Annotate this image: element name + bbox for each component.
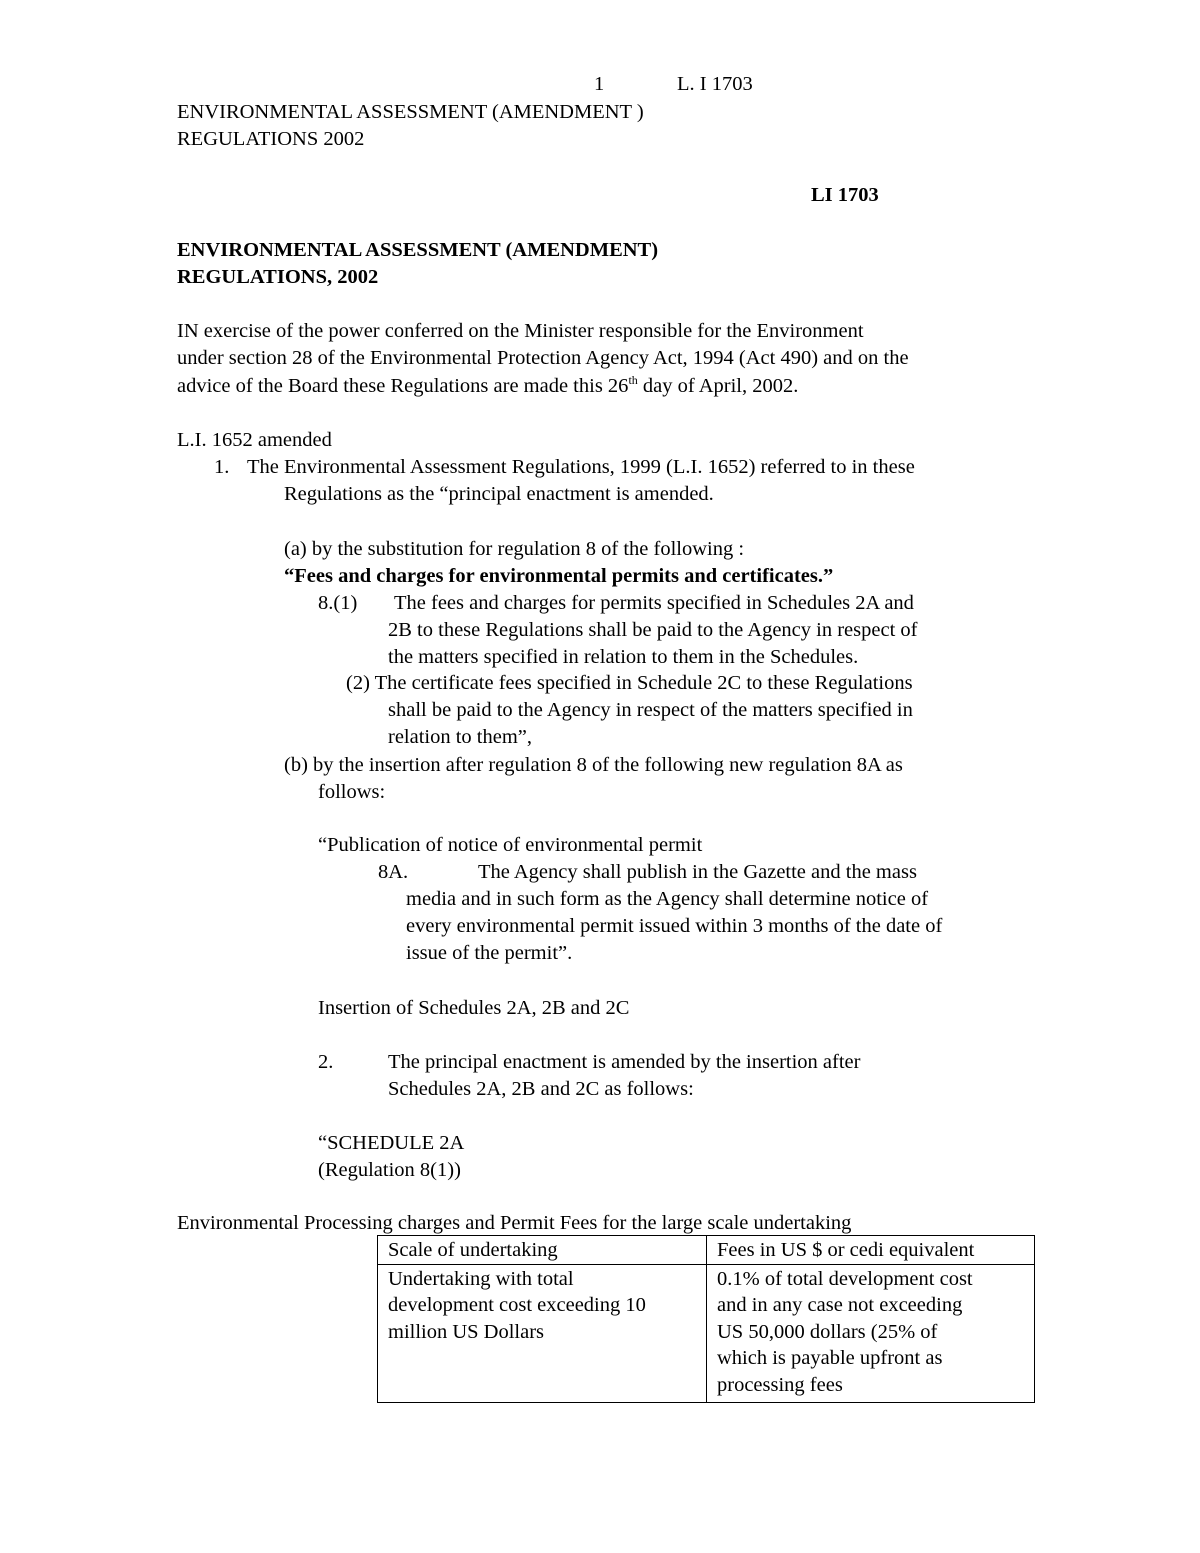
li-number: LI 1703 bbox=[811, 184, 879, 206]
section-2-line-2: Schedules 2A, 2B and 2C as follows: bbox=[388, 1078, 694, 1100]
fees-table bbox=[377, 1235, 1035, 1403]
section-1-line-2: Regulations as the “principal enactment is amended. bbox=[284, 483, 714, 505]
schedule-title: “SCHEDULE 2A bbox=[318, 1132, 465, 1154]
preamble-ordinal-suffix: th bbox=[628, 373, 638, 387]
regulation-8a-line-1: The Agency shall publish in the Gazette and the mass bbox=[478, 861, 917, 883]
regulation-8-1-number: 8.(1) bbox=[318, 592, 358, 614]
paragraph-a: (a) by the substitution for regulation 8 of the following : bbox=[284, 538, 745, 560]
preamble-line-3-end: day of April, 2002. bbox=[637, 375, 799, 397]
section-1-number: 1. bbox=[214, 456, 230, 478]
preamble-line-3 bbox=[177, 373, 798, 399]
table-cell-fees: 0.1% of total development cost and in any case not exceeding US 50,000 dollars (25% of which is payable upfront as processing fees bbox=[707, 1264, 1035, 1402]
regulation-8a-number: 8A. bbox=[378, 861, 409, 883]
column-header-scale: Scale of undertaking bbox=[378, 1236, 707, 1265]
regulation-8a-line-3: every environmental permit issued within 3 months of the date of bbox=[406, 915, 943, 937]
regulation-8a-line-4: issue of the permit”. bbox=[406, 942, 573, 964]
preamble-line-2: under section 28 of the Environmental Protection Agency Act, 1994 (Act 490) and on the bbox=[177, 347, 909, 369]
section-2-number: 2. bbox=[318, 1051, 334, 1073]
preamble-line-1: IN exercise of the power conferred on the Minister responsible for the Environment bbox=[177, 320, 864, 342]
regulation-8-2-line-1: (2) The certificate fees specified in Schedule 2C to these Regulations bbox=[346, 672, 913, 694]
paragraph-b-line-2: follows: bbox=[318, 781, 386, 803]
header-title-line-1: ENVIRONMENTAL ASSESSMENT (AMENDMENT ) bbox=[177, 101, 644, 123]
column-header-fees: Fees in US $ or cedi equivalent bbox=[707, 1236, 1035, 1265]
regulation-8-1-line-2: 2B to these Regulations shall be paid to the Agency in respect of bbox=[388, 619, 918, 641]
main-title-line-2: REGULATIONS, 2002 bbox=[177, 266, 379, 288]
main-title-line-1: ENVIRONMENTAL ASSESSMENT (AMENDMENT) bbox=[177, 239, 659, 261]
header-reference: L. I 1703 bbox=[677, 73, 753, 95]
header-title-line-2: REGULATIONS 2002 bbox=[177, 128, 365, 150]
table-cell-scale: Undertaking with total development cost exceeding 10 million US Dollars bbox=[378, 1264, 707, 1402]
regulation-8-1-line-3: the matters specified in relation to them in the Schedules. bbox=[388, 646, 859, 668]
regulation-8-2-line-2: shall be paid to the Agency in respect of the matters specified in bbox=[388, 699, 913, 721]
paragraph-b-line-1: (b) by the insertion after regulation 8 of the following new regulation 8A as bbox=[284, 754, 903, 776]
schedule-regulation-reference: (Regulation 8(1)) bbox=[318, 1159, 461, 1181]
section-1-line-1: The Environmental Assessment Regulations, 1999 (L.I. 1652) referred to in these bbox=[247, 456, 915, 478]
page-number: 1 bbox=[594, 73, 605, 95]
regulation-8-1-line-1: The fees and charges for permits specified in Schedules 2A and bbox=[394, 592, 914, 614]
table-row bbox=[378, 1264, 1035, 1402]
regulation-8a-heading: “Publication of notice of environmental permit bbox=[318, 834, 703, 856]
section-2-line-1: The principal enactment is amended by the insertion after bbox=[388, 1051, 861, 1073]
regulation-8-2-line-3: relation to them”, bbox=[388, 726, 533, 748]
schedule-caption: Environmental Processing charges and Permit Fees for the large scale undertaking bbox=[177, 1212, 852, 1234]
table-header-row bbox=[378, 1236, 1035, 1265]
paragraph-a-heading: “Fees and charges for environmental permits and certificates.” bbox=[284, 565, 834, 587]
section-2-margin-note: Insertion of Schedules 2A, 2B and 2C bbox=[318, 997, 630, 1019]
section-1-margin-note: L.I. 1652 amended bbox=[177, 429, 332, 451]
preamble-line-3-text: advice of the Board these Regulations are made this 26 bbox=[177, 375, 629, 397]
regulation-8a-line-2: media and in such form as the Agency shall determine notice of bbox=[406, 888, 929, 910]
